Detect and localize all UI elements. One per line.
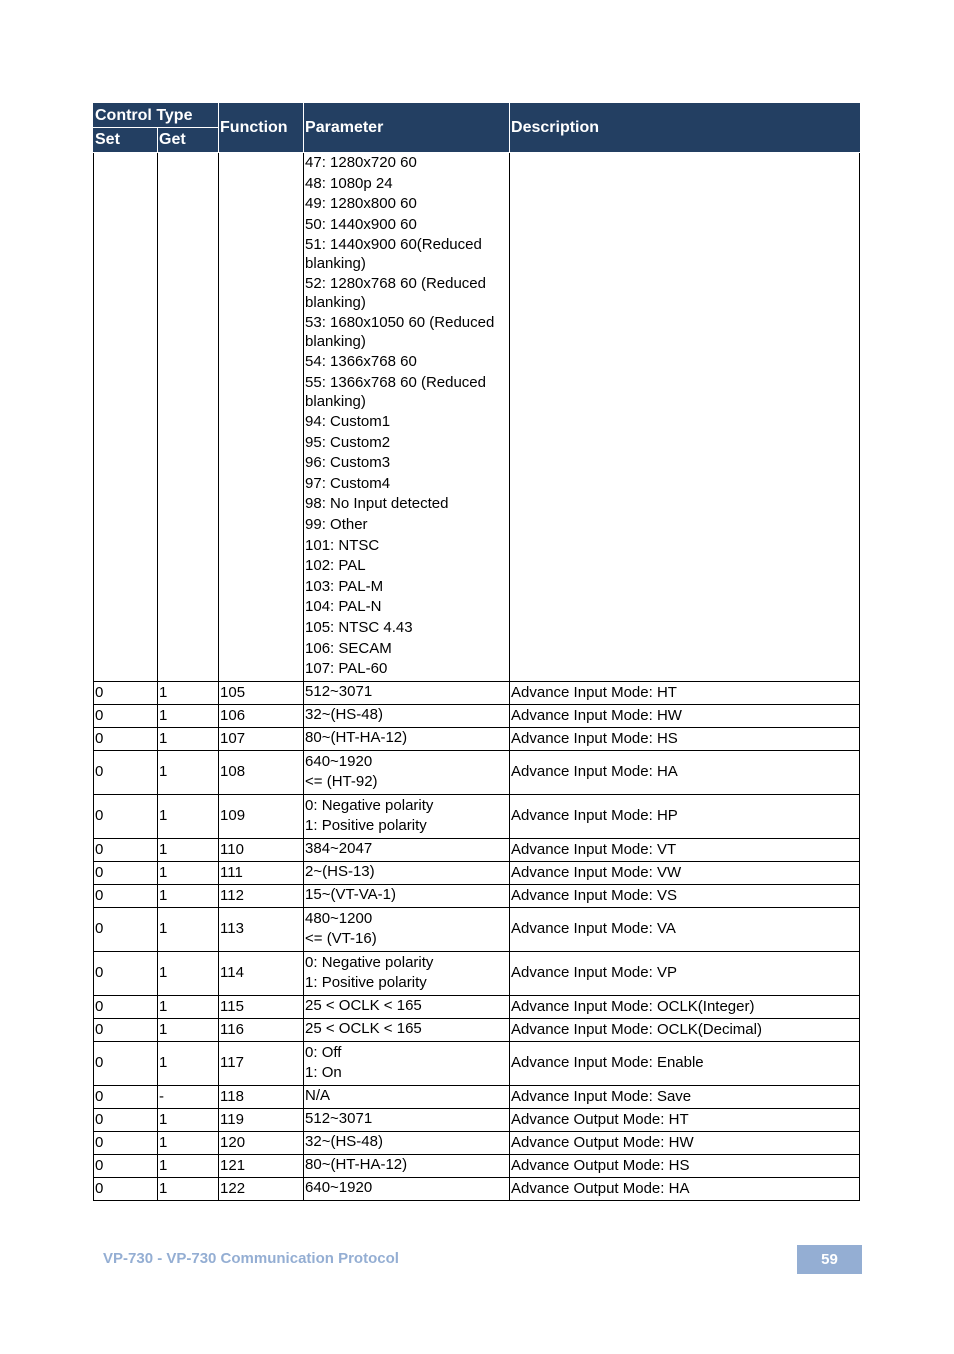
table-row [94, 1177, 860, 1200]
cell-function: 121 [219, 1154, 304, 1177]
cell-description: Advance Input Mode: Enable [510, 1041, 860, 1085]
parameter-line: 1: Positive polarity [305, 817, 427, 835]
cell-set: 0 [94, 838, 158, 861]
parameter-list-item: 101: NTSC [305, 536, 380, 554]
cell-function: 106 [219, 704, 304, 727]
cell-get: 1 [158, 1108, 219, 1131]
parameter-line: 480~1200 [305, 909, 373, 927]
parameter-list-cell [304, 153, 510, 682]
protocol-table [93, 103, 860, 1201]
parameter-list-item: 97: Custom4 [305, 474, 391, 492]
table-row [94, 838, 860, 861]
parameter-line: 0: Negative polarity [305, 953, 434, 971]
parameter-list-item: 105: NTSC 4.43 [305, 618, 413, 636]
cell-function: 111 [219, 861, 304, 884]
parameter-line: 384~2047 [305, 840, 373, 858]
parameter-line: 32~(HS-48) [305, 1133, 383, 1151]
cell-set: 0 [94, 750, 158, 794]
cell-get: 1 [158, 794, 219, 838]
parameter-line: <= (HT-92) [305, 773, 378, 791]
cell-description: Advance Input Mode: HW [510, 704, 860, 727]
table-row [94, 1085, 860, 1108]
cell-description: Advance Output Mode: HW [510, 1131, 860, 1154]
cell-function: 110 [219, 838, 304, 861]
cell-set: 0 [94, 884, 158, 907]
cell-parameter [304, 1131, 510, 1154]
parameter-line: <= (VT-16) [305, 930, 377, 948]
cell-function: 116 [219, 1018, 304, 1041]
cell-function: 107 [219, 727, 304, 750]
cell-get: 1 [158, 838, 219, 861]
cell-parameter [304, 704, 510, 727]
cell-parameter [304, 1154, 510, 1177]
parameter-list-item: 98: No Input detected [305, 495, 449, 513]
parameter-list-item: 95: Custom2 [305, 433, 391, 451]
cell-function: 113 [219, 907, 304, 951]
cell-description: Advance Input Mode: Save [510, 1085, 860, 1108]
cell-function: 117 [219, 1041, 304, 1085]
header-control-type: Control Type [94, 104, 219, 128]
cell-get: 1 [158, 951, 219, 995]
cell-parameter [304, 861, 510, 884]
cell-get: 1 [158, 1041, 219, 1085]
table-row [94, 861, 860, 884]
table-row [94, 1131, 860, 1154]
table-row [94, 794, 860, 838]
cell-set: 0 [94, 1085, 158, 1108]
page-number: 59 [797, 1245, 862, 1274]
cell-get: 1 [158, 1131, 219, 1154]
parameter-list-item: 48: 1080p 24 [305, 174, 393, 192]
parameter-line: 32~(HS-48) [305, 706, 383, 724]
parameter-list-item: 49: 1280x800 60 [305, 195, 417, 213]
header-function: Function [219, 104, 304, 153]
cell-set: 0 [94, 1108, 158, 1131]
parameter-list-item: 103: PAL-M [305, 577, 384, 595]
parameter-line: 512~3071 [305, 1110, 373, 1128]
cell-description [510, 153, 860, 682]
cell-get: 1 [158, 1018, 219, 1041]
parameter-list-item: 55: 1366x768 60 (Reduced blanking) [305, 373, 486, 410]
cell-set: 0 [94, 794, 158, 838]
parameter-line: 80~(HT-HA-12) [305, 729, 408, 747]
parameter-list-item: 96: Custom3 [305, 454, 391, 472]
cell-description: Advance Input Mode: VT [510, 838, 860, 861]
parameter-list-item: 50: 1440x900 60 [305, 215, 417, 233]
parameter-list-item: 54: 1366x768 60 [305, 353, 417, 371]
cell-parameter [304, 727, 510, 750]
parameter-line: 80~(HT-HA-12) [305, 1156, 408, 1174]
cell-parameter [304, 907, 510, 951]
cell-get: 1 [158, 861, 219, 884]
cell-function: 119 [219, 1108, 304, 1131]
cell-description: Advance Input Mode: HP [510, 794, 860, 838]
cell-parameter [304, 995, 510, 1018]
cell-description: Advance Input Mode: OCLK(Integer) [510, 995, 860, 1018]
cell-set: 0 [94, 861, 158, 884]
parameter-line: 15~(VT-VA-1) [305, 886, 397, 904]
table-row [94, 995, 860, 1018]
cell-get: 1 [158, 727, 219, 750]
parameter-list-item: 47: 1280x720 60 [305, 154, 417, 171]
parameter-line: 0: Negative polarity [305, 796, 434, 814]
cell-function: 108 [219, 750, 304, 794]
table-row-continued [94, 153, 860, 682]
cell-set: 0 [94, 1041, 158, 1085]
cell-parameter [304, 1108, 510, 1131]
cell-description: Advance Input Mode: VP [510, 951, 860, 995]
header-get: Get [158, 128, 219, 153]
cell-parameter [304, 1085, 510, 1108]
cell-parameter [304, 838, 510, 861]
cell-function: 112 [219, 884, 304, 907]
cell-get [158, 153, 219, 682]
cell-function: 114 [219, 951, 304, 995]
table-row [94, 1108, 860, 1131]
cell-parameter [304, 951, 510, 995]
parameter-line: 25 < OCLK < 165 [305, 997, 422, 1015]
cell-get: 1 [158, 884, 219, 907]
parameter-list-item: 99: Other [305, 515, 368, 533]
table-row [94, 1041, 860, 1085]
cell-function: 120 [219, 1131, 304, 1154]
parameter-list-item: 107: PAL-60 [305, 660, 388, 678]
table-row [94, 1154, 860, 1177]
parameter-list-item: 104: PAL-N [305, 598, 382, 616]
parameter-line: 512~3071 [305, 683, 373, 701]
parameter-list-item: 53: 1680x1050 60 (Reduced blanking) [305, 314, 495, 351]
cell-description: Advance Input Mode: VA [510, 907, 860, 951]
cell-set: 0 [94, 1131, 158, 1154]
cell-parameter [304, 1018, 510, 1041]
cell-set: 0 [94, 1154, 158, 1177]
cell-function: 118 [219, 1085, 304, 1108]
table-row [94, 750, 860, 794]
parameter-line: 1: Positive polarity [305, 974, 427, 992]
table-row [94, 951, 860, 995]
cell-function: 105 [219, 681, 304, 704]
cell-set: 0 [94, 907, 158, 951]
cell-get: 1 [158, 1154, 219, 1177]
cell-get: 1 [158, 1177, 219, 1200]
footer-title: VP-730 - VP-730 Communication Protocol [103, 1250, 399, 1267]
cell-get: 1 [158, 681, 219, 704]
header-set: Set [94, 128, 158, 153]
cell-function: 122 [219, 1177, 304, 1200]
cell-description: Advance Input Mode: HS [510, 727, 860, 750]
cell-get: 1 [158, 995, 219, 1018]
cell-get: 1 [158, 704, 219, 727]
header-description: Description [510, 104, 860, 153]
cell-set: 0 [94, 727, 158, 750]
cell-parameter [304, 1177, 510, 1200]
cell-function [219, 153, 304, 682]
cell-set: 0 [94, 1018, 158, 1041]
cell-get: - [158, 1085, 219, 1108]
parameter-line: N/A [305, 1087, 331, 1105]
table-row [94, 884, 860, 907]
parameter-list-item: 94: Custom1 [305, 412, 391, 430]
cell-function: 109 [219, 794, 304, 838]
cell-description: Advance Output Mode: HA [510, 1177, 860, 1200]
cell-get: 1 [158, 907, 219, 951]
cell-function: 115 [219, 995, 304, 1018]
table-row [94, 1018, 860, 1041]
table-row [94, 907, 860, 951]
parameter-line: 25 < OCLK < 165 [305, 1020, 422, 1038]
header-parameter: Parameter [304, 104, 510, 153]
table-row [94, 681, 860, 704]
parameter-line: 1: On [305, 1064, 342, 1082]
cell-parameter [304, 1041, 510, 1085]
parameter-line: 2~(HS-13) [305, 863, 375, 881]
parameter-line: 640~1920 [305, 752, 373, 770]
parameter-list-item: 51: 1440x900 60(Reduced blanking) [305, 236, 482, 273]
cell-set: 0 [94, 704, 158, 727]
table-row [94, 704, 860, 727]
cell-description: Advance Input Mode: OCLK(Decimal) [510, 1018, 860, 1041]
cell-parameter [304, 750, 510, 794]
table-row [94, 727, 860, 750]
cell-set: 0 [94, 951, 158, 995]
cell-parameter [304, 884, 510, 907]
cell-description: Advance Output Mode: HS [510, 1154, 860, 1177]
cell-set [94, 153, 158, 682]
parameter-line: 0: Off [305, 1043, 342, 1061]
cell-set: 0 [94, 995, 158, 1018]
cell-parameter [304, 794, 510, 838]
cell-parameter [304, 681, 510, 704]
cell-description: Advance Output Mode: HT [510, 1108, 860, 1131]
parameter-list-item: 52: 1280x768 60 (Reduced blanking) [305, 275, 486, 312]
cell-description: Advance Input Mode: HA [510, 750, 860, 794]
parameter-list-item: 106: SECAM [305, 639, 392, 657]
parameter-line: 640~1920 [305, 1179, 373, 1197]
parameter-list-item: 102: PAL [305, 557, 366, 575]
cell-description: Advance Input Mode: VW [510, 861, 860, 884]
cell-description: Advance Input Mode: VS [510, 884, 860, 907]
cell-get: 1 [158, 750, 219, 794]
cell-set: 0 [94, 1177, 158, 1200]
cell-set: 0 [94, 681, 158, 704]
cell-description: Advance Input Mode: HT [510, 681, 860, 704]
